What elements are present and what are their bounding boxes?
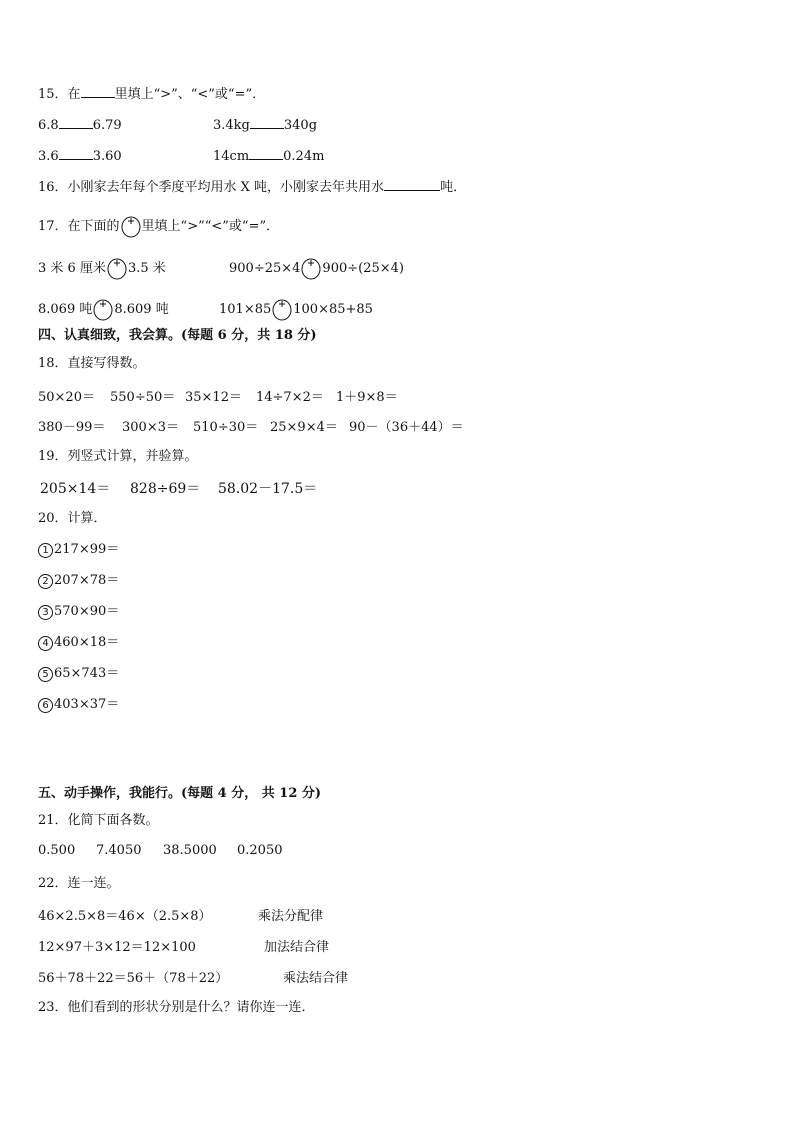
q16-blank[interactable]: [384, 176, 440, 191]
q17-row-1: [38, 254, 166, 280]
q15-r2a-blank[interactable]: [59, 145, 93, 160]
q15-r2a-left: 3.6: [38, 149, 59, 164]
q15-r1b-right: 340g: [283, 118, 318, 133]
q17-row-1b: [229, 254, 404, 280]
apple-circle-icon[interactable]: [300, 254, 322, 280]
q22-expr-3[interactable]: 56＋78＋22＝56＋（78＋22）: [38, 971, 229, 986]
q15-title: [38, 83, 265, 104]
q20-circled-number: 2: [38, 574, 53, 589]
q17-prefix: 17．在下面的: [38, 219, 120, 234]
q20-circled-number: 3: [38, 605, 53, 620]
q15-row-1b: [213, 114, 317, 135]
q19-title: 19．列竖式计算，并验算。: [38, 449, 198, 464]
q20-expr: 207×78＝: [54, 573, 120, 588]
q18-r2-c3: 510÷30＝: [193, 420, 259, 435]
q20-circled-number: 5: [38, 667, 53, 682]
q20-expr: 570×90＝: [54, 604, 120, 619]
q17-r1b-left: 900÷25×4: [229, 261, 301, 276]
apple-circle-icon[interactable]: [92, 295, 114, 321]
q20-item: [38, 541, 119, 559]
q22-expr-2[interactable]: 12×97＋3×12＝12×100: [38, 940, 196, 955]
q22-title: 22．连一连。: [38, 876, 120, 891]
q22-law-1[interactable]: 乘法分配律: [258, 909, 324, 924]
q19-item-2: 828÷69＝: [130, 481, 201, 497]
apple-circle-icon: [120, 212, 142, 238]
q17-r2a-left: 8.069 吨: [38, 302, 93, 317]
q15-r2b-right: 0.24m: [283, 149, 325, 164]
q20-item: [38, 603, 119, 621]
q17-row-2: [38, 295, 169, 321]
q17-r1a-right: 3.5 米: [127, 261, 166, 276]
q15-row-2: [38, 145, 122, 166]
q15-r1b-left: 3.4kg: [213, 118, 250, 133]
apple-circle-icon[interactable]: [271, 295, 293, 321]
q18-r1-c3: 35×12＝: [185, 390, 242, 405]
q18-r1-c5: 1＋9×8＝: [336, 390, 398, 405]
q15-r2b-blank[interactable]: [249, 145, 283, 160]
q18-r1-c4: 14÷7×2＝: [256, 390, 324, 405]
q16-line: [38, 176, 466, 197]
q20-title: 20．计算．: [38, 511, 107, 526]
q15-row-2b: [213, 145, 324, 166]
q21-item-1: 0.500: [38, 843, 76, 858]
section-5-heading: 五、动手操作，我能行。(每题 4 分， 共 12 分): [38, 786, 322, 801]
q15-r1b-blank[interactable]: [250, 114, 284, 129]
q16-suffix: 吨．: [440, 180, 467, 195]
q20-item: [38, 696, 119, 714]
q20-item: [38, 572, 119, 590]
q20-item: [38, 665, 119, 683]
q17-r1b-right: 900÷(25×4): [322, 261, 404, 276]
q18-title: 18．直接写得数。: [38, 356, 146, 371]
q20-circled-number: 6: [38, 698, 53, 713]
q19-item-1: 205×14＝: [40, 481, 111, 497]
q21-item-2: 7.4050: [96, 843, 142, 858]
q19-item-3: 58.02－17.5＝: [218, 481, 318, 497]
q17-r2b-left: 101×85: [219, 302, 272, 317]
q20-item: [38, 634, 119, 652]
q21-item-4: 0.2050: [237, 843, 283, 858]
q21-title: 21．化简下面各数。: [38, 813, 159, 828]
q16-text: 16．小刚家去年每个季度平均用水 X 吨，小刚家去年共用水: [38, 180, 385, 195]
q20-expr: 403×37＝: [54, 697, 120, 712]
q21-item-3: 38.5000: [163, 843, 217, 858]
q18-r2-c1: 380－99＝: [38, 420, 106, 435]
q17-r2b-right: 100×85+85: [293, 302, 373, 317]
q20-expr: 460×18＝: [54, 635, 120, 650]
q15-r2b-left: 14cm: [213, 149, 250, 164]
q15-prefix: 在: [67, 87, 81, 102]
q20-circled-number: 4: [38, 636, 53, 651]
q15-r1a-left: 6.8: [38, 118, 59, 133]
q20-expr: 217×99＝: [54, 542, 120, 557]
q18-r2-c2: 300×3＝: [122, 420, 179, 435]
q22-law-2[interactable]: 加法结合律: [264, 940, 330, 955]
q22-law-3[interactable]: 乘法结合律: [283, 971, 349, 986]
q18-r1-c2: 550÷50＝: [110, 390, 176, 405]
q15-number: 15．: [38, 87, 68, 102]
section-4-heading: 四、认真细致，我会算。(每题 6 分，共 18 分): [38, 328, 317, 343]
q15-row-1: [38, 114, 122, 135]
q17-r2a-right: 8.609 吨: [114, 302, 169, 317]
q18-r2-c4: 25×9×4＝: [270, 420, 338, 435]
q17-title: [38, 212, 279, 238]
q18-r2-c5: 90－（36＋44）＝: [349, 420, 464, 435]
apple-circle-icon[interactable]: [106, 254, 128, 280]
q17-suffix: 里填上“>”“<”或“=”．: [141, 219, 280, 234]
q15-r2a-right: 3.60: [92, 149, 122, 164]
q15-r1a-blank[interactable]: [59, 114, 93, 129]
q20-expr: 65×743＝: [54, 666, 120, 681]
q17-r1a-left: 3 米 6 厘米: [38, 261, 106, 276]
q23-title: 23．他们看到的形状分别是什么？请你连一连．: [38, 1000, 315, 1015]
q22-expr-1[interactable]: 46×2.5×8＝46×（2.5×8）: [38, 909, 212, 924]
q15-blank[interactable]: [81, 83, 115, 98]
q15-suffix: 里填上“>”、“<”或“=”．: [114, 87, 266, 102]
q18-r1-c1: 50×20＝: [38, 390, 95, 405]
q15-r1a-right: 6.79: [92, 118, 122, 133]
q17-row-2b: [219, 295, 373, 321]
q20-circled-number: 1: [38, 543, 53, 558]
